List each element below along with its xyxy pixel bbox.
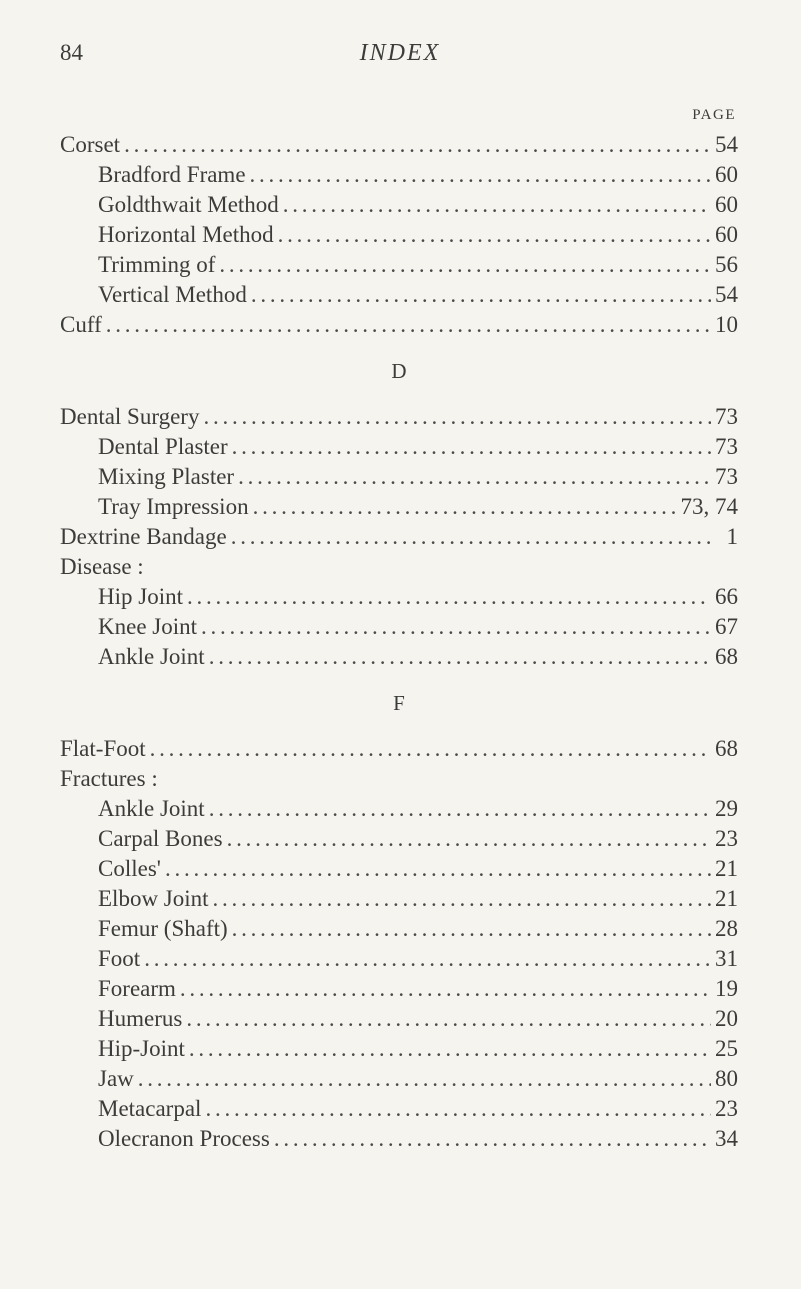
page-number: 84 <box>60 40 83 65</box>
entry-label: Tray Impression <box>98 494 249 519</box>
index-entry <box>60 402 738 432</box>
dot-leader <box>250 160 711 190</box>
entry-label: Carpal Bones <box>98 826 223 851</box>
entry-page-number: 60 <box>715 162 738 187</box>
entry-page-number: 21 <box>715 886 738 911</box>
index-subentry <box>60 914 738 944</box>
index-entry <box>60 130 738 160</box>
entry-page-number: 25 <box>715 1036 738 1061</box>
dot-leader <box>219 250 711 280</box>
index-subentry <box>60 794 738 824</box>
dot-leader <box>253 492 677 522</box>
index-subentry <box>60 220 738 250</box>
entry-page-number: 66 <box>715 584 738 609</box>
index-entry <box>60 552 738 582</box>
entry-page-number: 68 <box>715 644 738 669</box>
entry-label: Horizontal Method <box>98 222 274 247</box>
entry-page-number: 60 <box>715 222 738 247</box>
entry-page-number: 54 <box>715 282 738 307</box>
entry-page-number: 73 <box>715 464 738 489</box>
entry-label: Dextrine Bandage <box>60 524 227 549</box>
entry-label: Bradford Frame <box>98 162 246 187</box>
dot-leader <box>227 824 711 854</box>
entry-page-number: 29 <box>715 796 738 821</box>
dot-leader <box>231 522 714 552</box>
dot-leader <box>278 220 711 250</box>
section-gap <box>60 718 738 734</box>
dot-leader <box>201 612 711 642</box>
entry-label: Goldthwait Method <box>98 192 279 217</box>
section-gap <box>60 672 738 688</box>
dot-leader <box>138 1064 711 1094</box>
index-subentry <box>60 884 738 914</box>
entry-label: Hip-Joint <box>98 1036 185 1061</box>
entry-page-number: 1 <box>726 524 738 549</box>
dot-leader <box>186 1004 711 1034</box>
dot-leader <box>165 854 711 884</box>
entry-page-number: 54 <box>715 132 738 157</box>
entry-page-number: 73, 74 <box>680 494 738 519</box>
index-subentry <box>60 974 738 1004</box>
entry-label: Elbow Joint <box>98 886 209 911</box>
dot-leader <box>232 914 711 944</box>
index-subentry <box>60 582 738 612</box>
entry-label: Dental Plaster <box>98 434 228 459</box>
entry-page-number: 56 <box>715 252 738 277</box>
dot-leader <box>187 582 711 612</box>
entry-label: Vertical Method <box>98 282 247 307</box>
entry-label: Fractures : <box>60 766 158 791</box>
entry-page-number: 21 <box>715 856 738 881</box>
index-subentry <box>60 160 738 190</box>
page-column-label: PAGE <box>692 107 736 123</box>
index-subentry <box>60 824 738 854</box>
entry-label: Mixing Plaster <box>98 464 235 489</box>
entry-page-number: 23 <box>715 1096 738 1121</box>
entry-label: Jaw <box>98 1066 134 1091</box>
entry-label: Hip Joint <box>98 584 183 609</box>
page-header <box>60 40 740 80</box>
entry-page-number: 20 <box>715 1006 738 1031</box>
dot-leader <box>213 884 711 914</box>
dot-leader <box>251 280 711 310</box>
index-subentry <box>60 1004 738 1034</box>
entry-page-number: 34 <box>715 1126 738 1151</box>
entry-label: Ankle Joint <box>98 796 205 821</box>
index-subentry <box>60 432 738 462</box>
entry-label: Forearm <box>98 976 176 1001</box>
index-subentry <box>60 612 738 642</box>
index-subentry <box>60 462 738 492</box>
entry-label: Metacarpal <box>98 1096 202 1121</box>
section-letter: D <box>391 359 407 383</box>
entry-label: Cuff <box>60 312 102 337</box>
entry-label: Flat-Foot <box>60 736 146 761</box>
dot-leader <box>203 402 711 432</box>
index-subentry <box>60 642 738 672</box>
section-gap <box>60 340 738 356</box>
entry-page-number: 80 <box>715 1066 738 1091</box>
entry-label: Olecranon Process <box>98 1126 270 1151</box>
entry-label: Corset <box>60 132 121 157</box>
entry-label: Dental Surgery <box>60 404 200 429</box>
entry-label: Colles' <box>98 856 161 881</box>
entry-page-number: 73 <box>715 434 738 459</box>
entry-label: Femur (Shaft) <box>98 916 228 941</box>
index-entry <box>60 310 738 340</box>
entry-page-number: 73 <box>715 404 738 429</box>
entry-page-number: 60 <box>715 192 738 217</box>
index-entry <box>60 522 738 552</box>
dot-leader <box>209 794 711 824</box>
entry-page-number: 31 <box>715 946 738 971</box>
dot-leader <box>232 432 711 462</box>
running-title: INDEX <box>359 40 441 66</box>
entry-label: Trimming of <box>98 252 216 277</box>
index-entry <box>60 764 738 794</box>
index-subentry <box>60 1124 738 1154</box>
entry-page-number: 10 <box>715 312 738 337</box>
entry-label: Disease : <box>60 554 144 579</box>
dot-leader <box>209 642 711 672</box>
section-letter: F <box>393 691 405 715</box>
entry-page-number: 67 <box>715 614 738 639</box>
index-subentry <box>60 492 738 522</box>
section-gap <box>60 386 738 402</box>
index-subentry <box>60 944 738 974</box>
entry-page-number: 28 <box>715 916 738 941</box>
entry-label: Knee Joint <box>98 614 198 639</box>
entry-label: Foot <box>98 946 141 971</box>
index-subentry <box>60 280 738 310</box>
dot-leader <box>238 462 711 492</box>
dot-leader <box>124 130 711 160</box>
dot-leader <box>283 190 711 220</box>
index-entry <box>60 734 738 764</box>
dot-leader <box>274 1124 711 1154</box>
dot-leader <box>150 734 711 764</box>
entry-label: Ankle Joint <box>98 644 205 669</box>
index-subentry <box>60 1064 738 1094</box>
index-subentry <box>60 1034 738 1064</box>
dot-leader <box>180 974 711 1004</box>
dot-leader <box>205 1094 711 1124</box>
index-subentry <box>60 1094 738 1124</box>
dot-leader <box>144 944 711 974</box>
dot-leader <box>189 1034 711 1064</box>
index-subentry <box>60 190 738 220</box>
dot-leader <box>106 310 711 340</box>
entry-page-number: 19 <box>715 976 738 1001</box>
entry-page-number: 23 <box>715 826 738 851</box>
index-subentry <box>60 250 738 280</box>
index-subentry <box>60 854 738 884</box>
entry-label: Humerus <box>98 1006 183 1031</box>
entry-page-number: 68 <box>715 736 738 761</box>
index-list <box>60 130 738 1154</box>
